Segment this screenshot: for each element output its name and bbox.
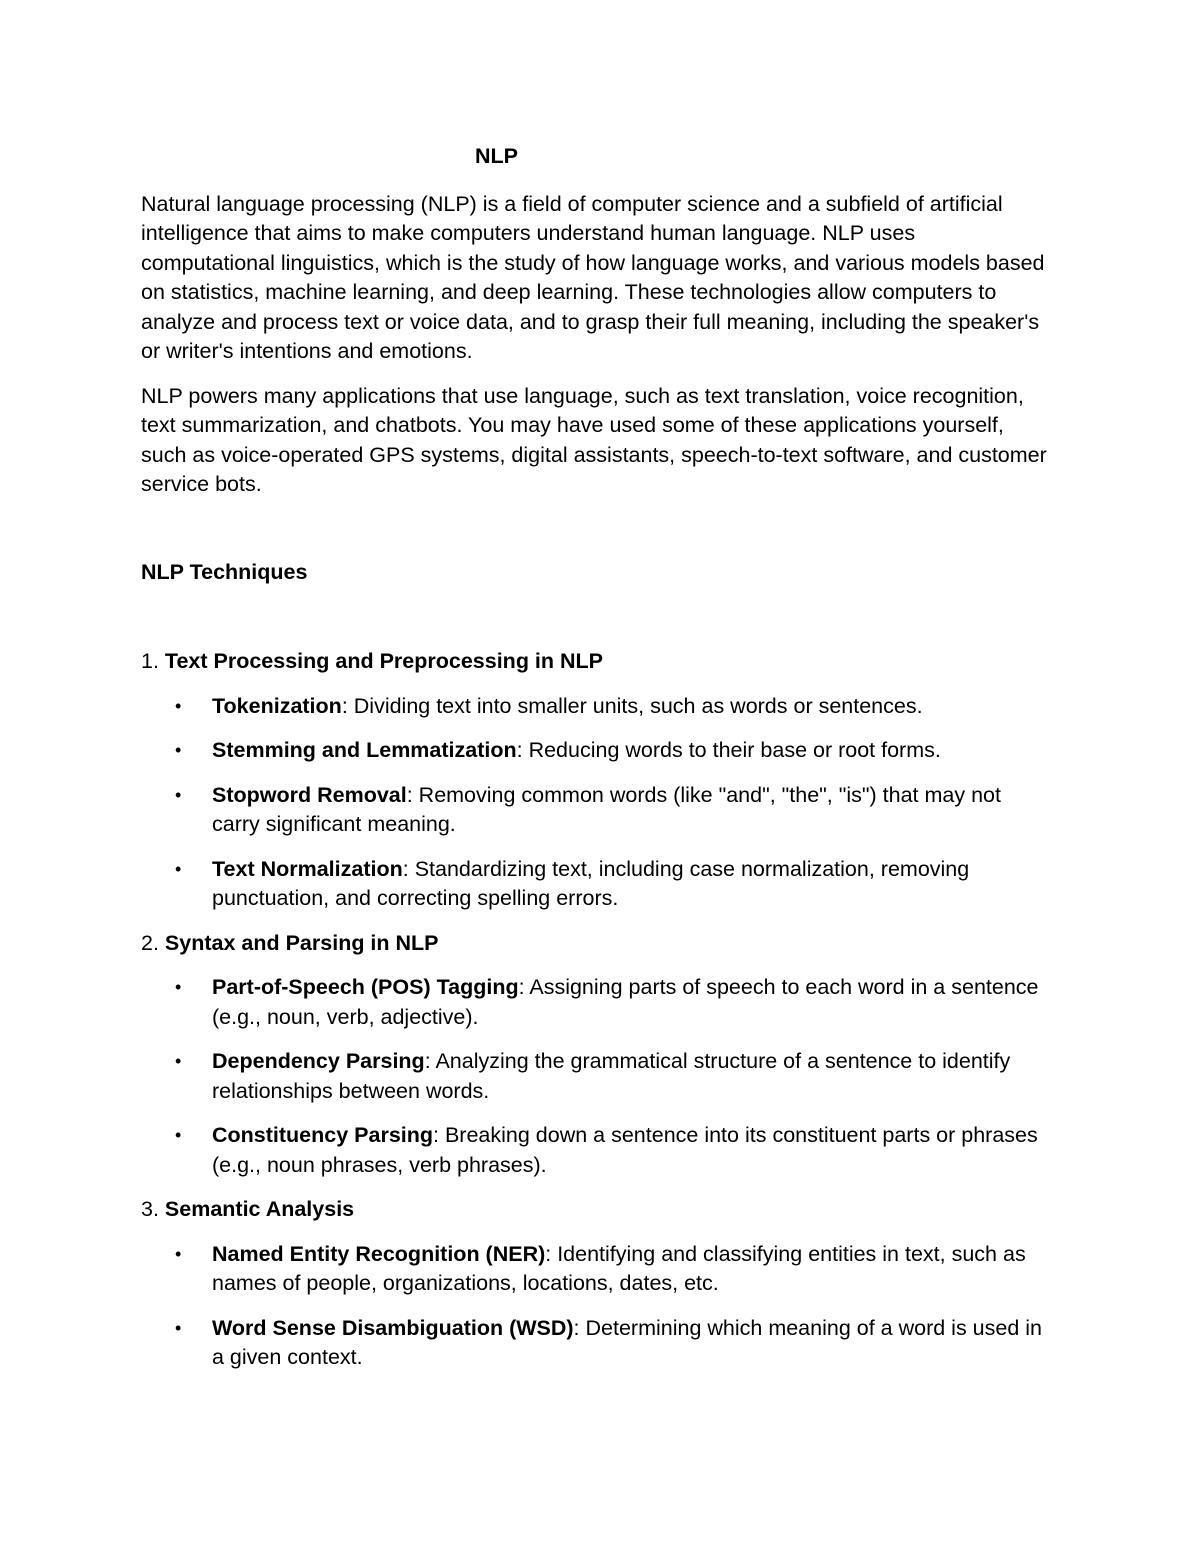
term: Tokenization bbox=[212, 693, 342, 718]
bullet-icon: • bbox=[175, 858, 182, 879]
section-heading bbox=[141, 647, 1051, 677]
bullet-icon: • bbox=[175, 784, 182, 805]
term: Dependency Parsing bbox=[212, 1049, 425, 1073]
term: Word Sense Disambiguation (WSD) bbox=[212, 1315, 574, 1340]
term: Constituency Parsing bbox=[212, 1123, 434, 1147]
bullet-list bbox=[141, 973, 1051, 1180]
list-item bbox=[141, 1314, 1051, 1373]
document-title: NLP bbox=[475, 144, 518, 168]
term-description: : Breaking down a sentence into its constituent parts or phrases (e.g., noun phrases, verb phrases). bbox=[212, 1123, 1038, 1177]
bullet-icon: • bbox=[175, 1317, 182, 1338]
section-text-processing bbox=[141, 647, 1051, 914]
intro-paragraph: Natural language processing (NLP) is a field of computer science and a subfield of artificial intelligence that aims to make computers understand human language. NLP uses computational linguistics, which is the study of how language works, and various models based on statistics, machine learning, and deep learning. These technologies allow computers to analyze and process text or voice data, and to grasp their full meaning, including the speaker's or writer's intentions and emotions. bbox=[141, 191, 1045, 363]
section-title: Syntax and Parsing in NLP bbox=[164, 930, 439, 955]
bullet-icon: • bbox=[175, 1125, 182, 1145]
term: Named Entity Recognition (NER) bbox=[212, 1241, 546, 1266]
list-item bbox=[141, 781, 1051, 840]
term-description: : Dividing text into smaller units, such as words or sentences. bbox=[341, 693, 923, 718]
list-item bbox=[141, 1121, 1051, 1180]
section-number: 2. bbox=[141, 930, 159, 955]
term-description: : Analyzing the grammatical structure of a sentence to identify relationships between words. bbox=[212, 1049, 1011, 1103]
applications-paragraph: NLP powers many applications that use language, such as text translation, voice recognition, text summarization, and chatbots. You may have used some of these applications yourself, such as voice-operated GPS systems, digital assistants, speech-to-text software, and customer service bots. bbox=[141, 383, 1047, 496]
section-heading bbox=[141, 1195, 1051, 1225]
bullet-icon: • bbox=[175, 1243, 182, 1264]
techniques-heading: NLP Techniques bbox=[141, 559, 308, 584]
bullet-list bbox=[141, 1240, 1051, 1373]
list-item bbox=[141, 1047, 1051, 1106]
section-number: 1. bbox=[141, 649, 159, 673]
section-semantic-analysis bbox=[141, 1195, 1051, 1373]
term: Stopword Removal bbox=[212, 782, 407, 807]
list-item bbox=[141, 1240, 1051, 1299]
section-title: Semantic Analysis bbox=[164, 1197, 355, 1221]
bullet-icon: • bbox=[175, 1051, 182, 1071]
section-syntax-parsing bbox=[141, 929, 1051, 1181]
list-item bbox=[141, 855, 1051, 914]
term-description: : Assigning parts of speech to each word in a sentence (e.g., noun, verb, adjective). bbox=[212, 975, 1039, 1029]
term-description: : Standardizing text, including case normalization, removing punctuation, and correcting spelling errors. bbox=[212, 856, 970, 910]
list-item bbox=[141, 692, 1051, 722]
list-item bbox=[141, 973, 1051, 1032]
term-description: : Identifying and classifying entities in text, such as names of people, organizations, locations, dates, etc. bbox=[212, 1241, 1026, 1295]
bullet-icon: • bbox=[175, 977, 182, 997]
term-description: : Determining which meaning of a word is used in a given context. bbox=[212, 1315, 1043, 1369]
bullet-icon: • bbox=[175, 740, 182, 760]
term-description: : Reducing words to their base or root forms. bbox=[516, 738, 941, 762]
term: Stemming and Lemmatization bbox=[212, 738, 517, 762]
section-title: Text Processing and Preprocessing in NLP bbox=[164, 649, 604, 673]
document-body bbox=[141, 142, 1051, 1388]
term-description: : Removing common words (like "and", "the", "is") that may not carry significant meaning. bbox=[212, 782, 1001, 836]
term: Part-of-Speech (POS) Tagging bbox=[212, 975, 519, 999]
term: Text Normalization bbox=[212, 856, 403, 881]
section-heading bbox=[141, 929, 1051, 959]
bullet-list bbox=[141, 692, 1051, 914]
bullet-icon: • bbox=[175, 695, 182, 716]
list-item bbox=[141, 736, 1051, 766]
section-number: 3. bbox=[141, 1197, 159, 1221]
